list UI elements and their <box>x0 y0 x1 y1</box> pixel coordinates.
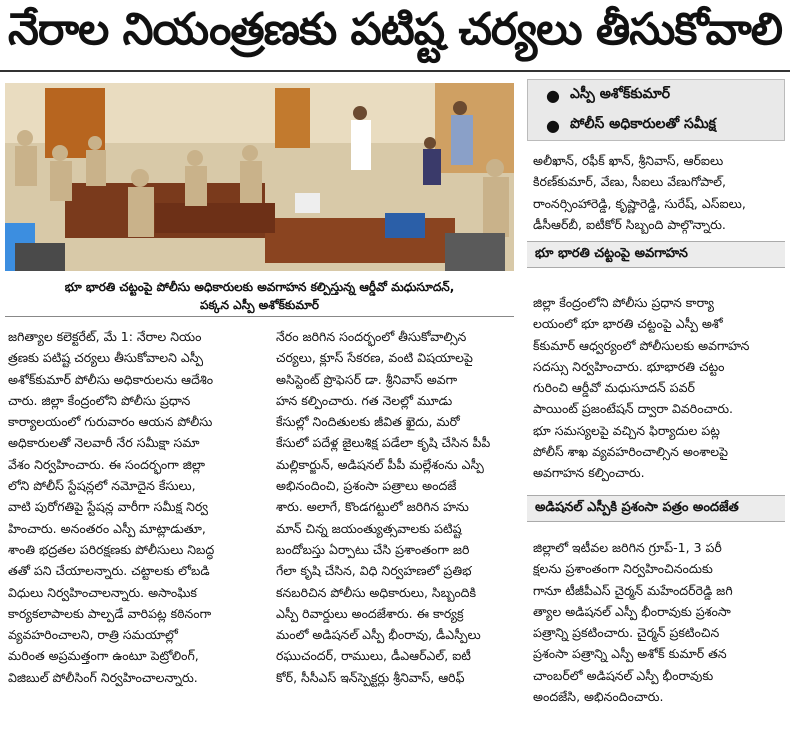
headline: నేరాల నియంత్రణకు పటిష్ట చర్యలు తీసుకోవాలి <box>0 0 790 72</box>
article-line: జిల్లా కేంద్రంలోని పోలీసు ప్రధాన కార్యా <box>533 295 715 310</box>
article-line: మాన్ చిన్న జయంత్యుత్సవాలకు పటిష్ట <box>276 520 462 536</box>
article-line: మల్లికార్జున్, అడిషనల్ పీపీ మల్లేశంను ఎస్పీ <box>276 456 484 472</box>
article-line: లోని పోలీస్ స్టేషన్లలో నమోదైన కేసులు, <box>8 478 196 494</box>
article-line: కేసులో పదేళ్ల జైలుశిక్ష పడేలా కృషి చేసిన పీపీ <box>276 435 491 451</box>
meeting-photo-illustration <box>5 83 514 271</box>
article-line: క్షలను ప్రశాంతంగా నిర్వహించినందుకు <box>533 561 713 577</box>
article-line: శారు. అలాగే, కొండగట్టులో జరిగిన హను <box>276 499 469 515</box>
article-column-middle <box>276 326 516 688</box>
article-line: వేశం నిర్వహించారు. ఈ సందర్భంగా జిల్లా <box>8 456 205 472</box>
article-column-right-top <box>533 150 788 235</box>
article-line: అభినందించి, ప్రశంసా పత్రాలు అందజే <box>276 478 457 494</box>
highlight-item <box>546 80 784 110</box>
article-line: పాయింట్ ప్రజంటేషన్ ద్వారా వివరించారు. <box>533 401 734 417</box>
article-line: రఘుచందర్, రాములు, డీఎఆర్‌ఎల్, ఐటీ <box>276 648 471 664</box>
bullet-icon: ● <box>546 85 560 105</box>
article-line: వాటి పురోగతిపై స్టేషన్ల వారీగా సమీక్ష నిర్వ <box>8 499 209 515</box>
article-line: జగిత్యాల కలెక్టరేట్, మే 1: నేరాల నియం <box>8 329 202 344</box>
article-line: కిరణ్‌కుమార్, వేణు, సీఐలు వేణుగోపాల్, <box>533 174 726 190</box>
article-line: విధులు నిర్వహించాలన్నారు. అసాంఘిక <box>8 584 197 600</box>
article-line: అసిస్టెంట్ ప్రొఫెసర్ డా. శ్రీనివాస్ అవగా <box>276 371 458 387</box>
article-line: కార్యాలయంలో గురువారం ఆయన పోలీసు <box>8 414 213 430</box>
article-line: హన కల్పించారు. గత నెలల్లో మూడు <box>276 392 453 408</box>
article-line: అలీఖాన్, రఫీక్ ఖాన్, శ్రీనివాస్, ఆర్‌ఐలు <box>533 153 724 168</box>
subheading-bhu-bharati: భూ భారతి చట్టంపై అవగాహన <box>527 241 785 268</box>
article-line: చారు. జిల్లా కేంద్రంలోని పోలీసు ప్రధాన <box>8 392 191 408</box>
article-line: జిల్లాలో ఇటీవల జరిగిన గ్రూప్-1, 3 పరీ <box>533 540 722 555</box>
article-line: తతో పని చేయాలన్నారు. చట్టాలకు లోబడి <box>8 563 210 579</box>
article-line: డీసీఆర్‌బీ, ఐటీకోర్ సిబ్బంది పాల్గొన్నారు. <box>533 216 726 232</box>
article-line: నేరం జరిగిన సందర్భంలో తీసుకోవాల్సిన <box>276 329 467 344</box>
article-line: ప్రశంసా పత్రాన్ని ఎస్పీ అశోక్ కుమార్ తన <box>533 646 727 662</box>
article-line: లయంలో భూ భారతి చట్టంపై ఎస్పీ అశో <box>533 316 723 332</box>
article-line: త్రణకు పటిష్ట చర్యలు తీసుకోవాలని ఎస్పీ <box>8 350 204 366</box>
article-line: సదస్సు నిర్వహించారు. భూభారతి చట్టం <box>533 358 725 374</box>
highlight-text: పోలీస్ అధికారులతో సమీక్ష <box>569 115 716 132</box>
article-line: క్‌కుమార్ ఆధ్వర్యంలో పోలీసులకు అవగాహన <box>533 337 750 353</box>
article-column-left <box>8 326 263 688</box>
article-line: శాంతి భద్రతల పరిరక్షణకు పోలీసులు నిబద్ధ <box>8 541 215 557</box>
photo-caption <box>5 276 514 317</box>
article-column-right-bottom <box>533 537 788 707</box>
article-line: కోర్, సీసీఎస్ ఇన్‌స్పెక్టర్లు శ్రీనివాస్, ఆరిఫ్ <box>276 669 465 685</box>
article-line: హించారు. అనంతరం ఎస్పీ మాట్లాడుతూ, <box>8 520 206 536</box>
article-line: ఎస్పీ రివార్డులు అందజేశారు. ఈ కార్యక్ర <box>276 605 464 621</box>
meeting-photo <box>5 83 514 271</box>
article-column-right-middle <box>533 292 788 484</box>
article-line: విజిబుల్ పోలీసింగ్ నిర్వహించాలన్నారు. <box>8 669 198 685</box>
article-line: వ్యవహరించాలని, రాత్రి సమయాల్లో <box>8 627 178 643</box>
article-line: అశోక్‌కుమార్ పోలీసు అధికారులను ఆదేశిం <box>8 371 214 387</box>
highlights-box <box>527 79 785 141</box>
article-line: పోలీస్ శాఖ వ్యవహరించాల్సిన అంశాలపై <box>533 444 728 460</box>
article-line: అవగాహన కల్పించారు. <box>533 465 645 481</box>
article-line: గానూ టీజీపీఎస్ చైర్మన్ మహేందర్‌రెడ్డి జగి <box>533 582 733 598</box>
article-line: అధికారులతో నెలవారీ నేర సమీక్షా సమా <box>8 435 200 451</box>
article-line: చర్యలు, క్లూస్ సేకరణ, వంటి విషయాలపై <box>276 350 473 366</box>
caption-line-2: పక్కన ఎస్పీ అశోక్‌కుమార్ <box>199 298 319 312</box>
article-line: కేసుల్లో నిందితులకు జీవిత ఖైదు, మరో <box>276 414 460 430</box>
bullet-icon: ● <box>546 115 560 135</box>
highlight-item <box>546 110 784 140</box>
article-line: త్యాల అడిషనల్ ఎస్పీ భీంరావుకు ప్రశంసా <box>533 603 731 619</box>
article-line: కార్యకలాపాలకు పాల్పడే వారిపట్ల కఠినంగా <box>8 605 212 621</box>
article-line: కనబరిచిన పోలీసు అధికారులు, సిబ్బందికి <box>276 584 477 600</box>
article-line: అందజేసి, అభినందించారు. <box>533 689 664 705</box>
article-line: మరింత అప్రమత్తంగా ఉంటూ పెట్రోలింగ్, <box>8 648 199 664</box>
article-line: చాంబర్‌లో అడిషనల్ ఎస్పీ భీంరావుకు <box>533 667 714 683</box>
caption-line-1: భూ భారతి చట్టంపై పోలీసు అధికారులకు అవగాహన కల్పిస్తున్న ఆర్డీవో మధుసూదన్, <box>64 280 455 294</box>
article-line: గేలా కృషి చేసిన, విధి నిర్వహణలో ప్రతిభ <box>276 563 472 579</box>
article-line: భూ సమస్యలపై వచ్చిన ఫిర్యాదుల పట్ల <box>533 422 720 438</box>
highlight-text: ఎస్పీ అశోక్‌కుమార్ <box>569 85 671 102</box>
article-line: రాంనర్సింహారెడ్డి, కృష్ణారెడ్డి, సురేష్, ఎస్‌ఐలు, <box>533 195 746 211</box>
article-line: మంలో అడిషనల్ ఎస్పీ భీంరావు, డీఎస్పీలు <box>276 627 481 643</box>
article-line: బందోబస్తు ఏర్పాటు చేసి ప్రశాంతంగా జరి <box>276 541 470 557</box>
subheading-appreciation: అడిషనల్ ఎస్పీకి ప్రశంసా పత్రం అందజేత <box>527 495 785 522</box>
article-line: గురించి ఆర్డీవో మధుసూదన్ పవర్ <box>533 380 695 396</box>
article-line: పత్రాన్ని ప్రకటించారు. చైర్మన్ ప్రకటించిన <box>533 625 720 641</box>
